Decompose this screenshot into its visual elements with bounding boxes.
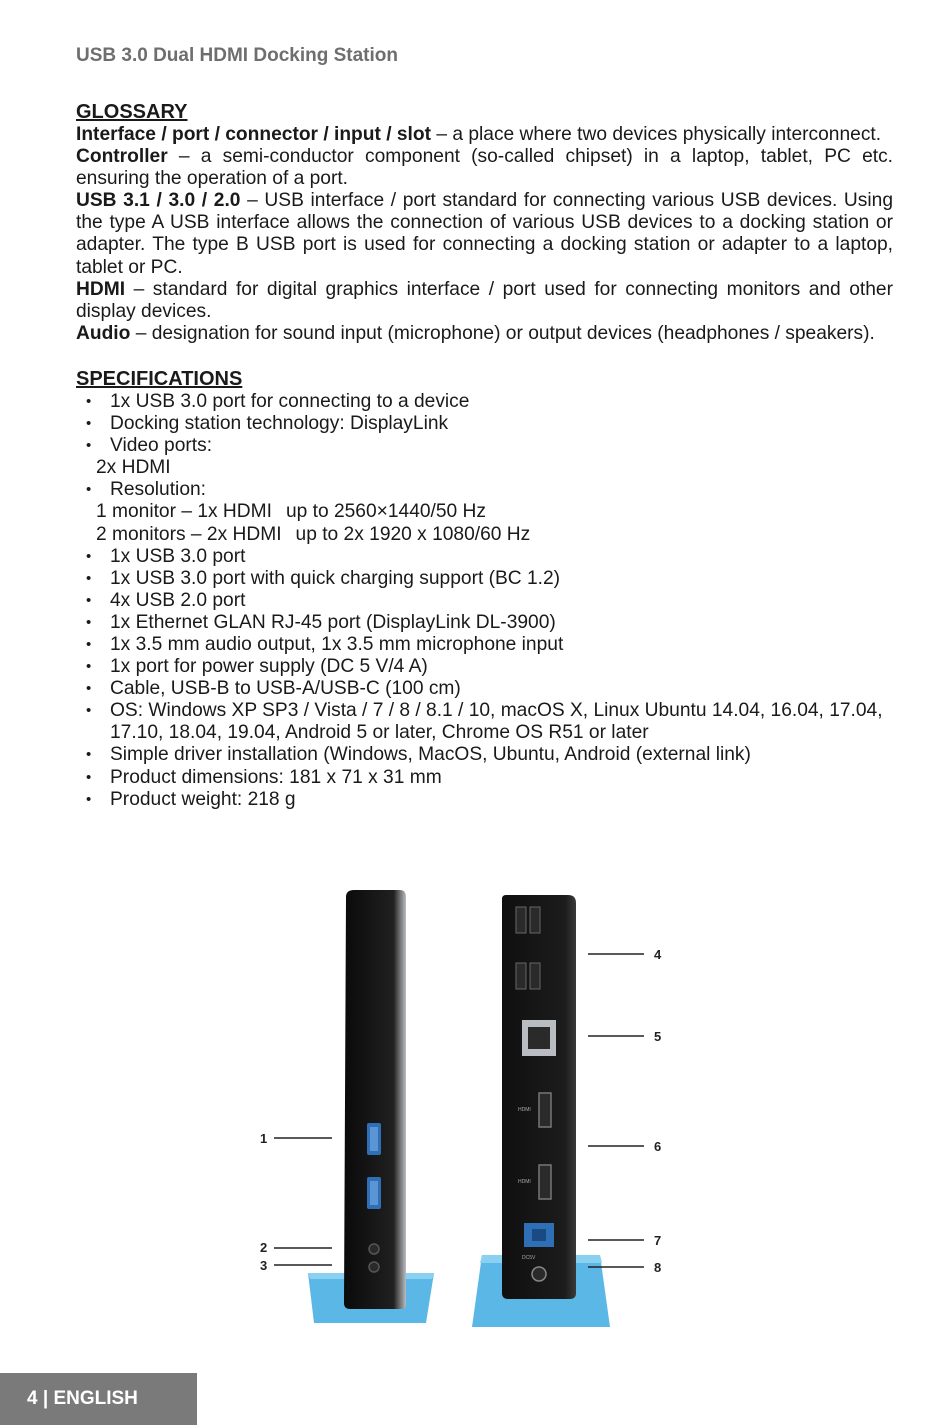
glossary-term: Interface / port / connector / input / slot — [76, 124, 431, 145]
list-item: • Resolution: — [76, 479, 893, 501]
resolution-label: 1 monitor – 1x HDMI — [96, 501, 272, 523]
callout-4: 4 — [654, 947, 662, 962]
glossary-term: HDMI — [76, 278, 126, 300]
list-item: • 1x 3.5 mm audio output, 1x 3.5 mm microphone input — [76, 634, 893, 656]
usb2-port-icon — [516, 907, 526, 933]
ethernet-port-inner — [528, 1027, 550, 1049]
usb3-port-inner — [370, 1127, 378, 1151]
glossary-definition: – a place where two devices physically interconnect. — [431, 124, 882, 145]
list-subitem — [76, 501, 893, 523]
list-item: • 1x USB 3.0 port for connecting to a device — [76, 391, 893, 413]
page-header-title: USB 3.0 Dual HDMI Docking Station — [76, 45, 398, 66]
specifications-list — [76, 391, 893, 811]
callout-lines — [274, 954, 644, 1267]
list-item: • Docking station technology: DisplayLink — [76, 413, 893, 435]
glossary-definition: – designation for sound input (microphone) or output devices (headphones / speakers). — [130, 322, 875, 344]
glossary-term: Controller — [76, 146, 168, 168]
list-item: • 1x Ethernet GLAN RJ-45 port (DisplayLink DL-3900) — [76, 612, 893, 634]
glossary-definition: – USB interface / port standard for connecting various USB devices. Using the type A USB interface allows the connection of various USB devices to a docking station or adapter. The type B USB port is used for connecting a docking station or adapter to a laptop, tablet or PC. — [76, 190, 893, 278]
callout-2: 2 — [260, 1240, 268, 1255]
callout-6: 6 — [654, 1139, 662, 1154]
usb-b-port-inner — [532, 1229, 546, 1241]
list-item: • OS: Windows XP SP3 / Vista / 7 / 8 / 8.1 / 10, macOS X, Linux Ubuntu 14.04, 16.04, 17.04, 17.10, 18.04, 19.04, Android 5 or later, Chrome OS R51 or later — [76, 700, 893, 744]
callout-5: 5 — [654, 1029, 662, 1044]
list-item: • 1x port for power supply (DC 5 V/4 A) — [76, 656, 893, 678]
glossary-entry-controller — [76, 146, 893, 190]
hdmi-port-icon — [539, 1165, 551, 1199]
page-footer: 4 | ENGLISH — [0, 1373, 197, 1425]
page-content — [76, 100, 893, 811]
resolution-label: 2 monitors – 2x HDMI — [96, 523, 282, 545]
glossary-definition: – a semi-conductor component (so-called chipset) in a laptop, tablet, PC etc. ensuring the operation of a port. — [76, 146, 893, 190]
callout-8: 8 — [654, 1260, 662, 1275]
usb2-port-icon — [530, 907, 540, 933]
glossary-term: USB 3.1 / 3.0 / 2.0 — [76, 190, 241, 212]
glossary-entry-usb — [76, 190, 893, 278]
callout-1: 1 — [260, 1131, 268, 1146]
list-item: • 4x USB 2.0 port — [76, 590, 893, 612]
list-item: • Simple driver installation (Windows, MacOS, Ubuntu, Android (external link) — [76, 744, 893, 766]
docking-station-illustration — [250, 885, 690, 1335]
hdmi-label: HDMI — [518, 1179, 531, 1185]
list-subitem — [76, 524, 893, 546]
usb2-port-icon — [530, 963, 540, 989]
dc-label: DC5V — [522, 1255, 536, 1261]
glossary-definition: – standard for digital graphics interface / port used for connecting monitors and other display devices. — [76, 278, 893, 322]
list-item: • Cable, USB-B to USB-A/USB-C (100 cm) — [76, 678, 893, 700]
list-item: • 1x USB 3.0 port with quick charging support (BC 1.2) — [76, 568, 893, 590]
glossary-entry-hdmi — [76, 279, 893, 323]
callout-3: 3 — [260, 1258, 268, 1273]
headphone-jack-icon — [369, 1244, 379, 1254]
glossary-term: Audio — [76, 322, 131, 344]
docking-station-figure — [250, 885, 690, 1335]
usb3-charging-port-inner — [370, 1181, 378, 1205]
resolution-value: up to 2560×1440/50 Hz — [285, 501, 486, 523]
glossary-entry-audio — [76, 323, 893, 345]
usb2-port-icon — [516, 963, 526, 989]
callout-7: 7 — [654, 1233, 662, 1248]
list-item: • Video ports: — [76, 435, 893, 457]
dc-power-jack-icon — [532, 1267, 546, 1281]
list-item: • 1x USB 3.0 port — [76, 546, 893, 568]
glossary-entry-interface — [76, 124, 893, 146]
resolution-value: up to 2x 1920 x 1080/60 Hz — [295, 523, 531, 545]
list-subitem: 2x HDMI — [96, 457, 171, 479]
microphone-jack-icon — [369, 1262, 379, 1272]
hdmi-port-icon — [539, 1093, 551, 1127]
glossary-title: GLOSSARY — [76, 101, 188, 123]
hdmi-label: HDMI — [518, 1107, 531, 1113]
specifications-title: SPECIFICATIONS — [76, 367, 243, 390]
list-item: • Product dimensions: 181 x 71 x 31 mm — [76, 767, 893, 789]
list-item: • Product weight: 218 g — [76, 789, 893, 811]
